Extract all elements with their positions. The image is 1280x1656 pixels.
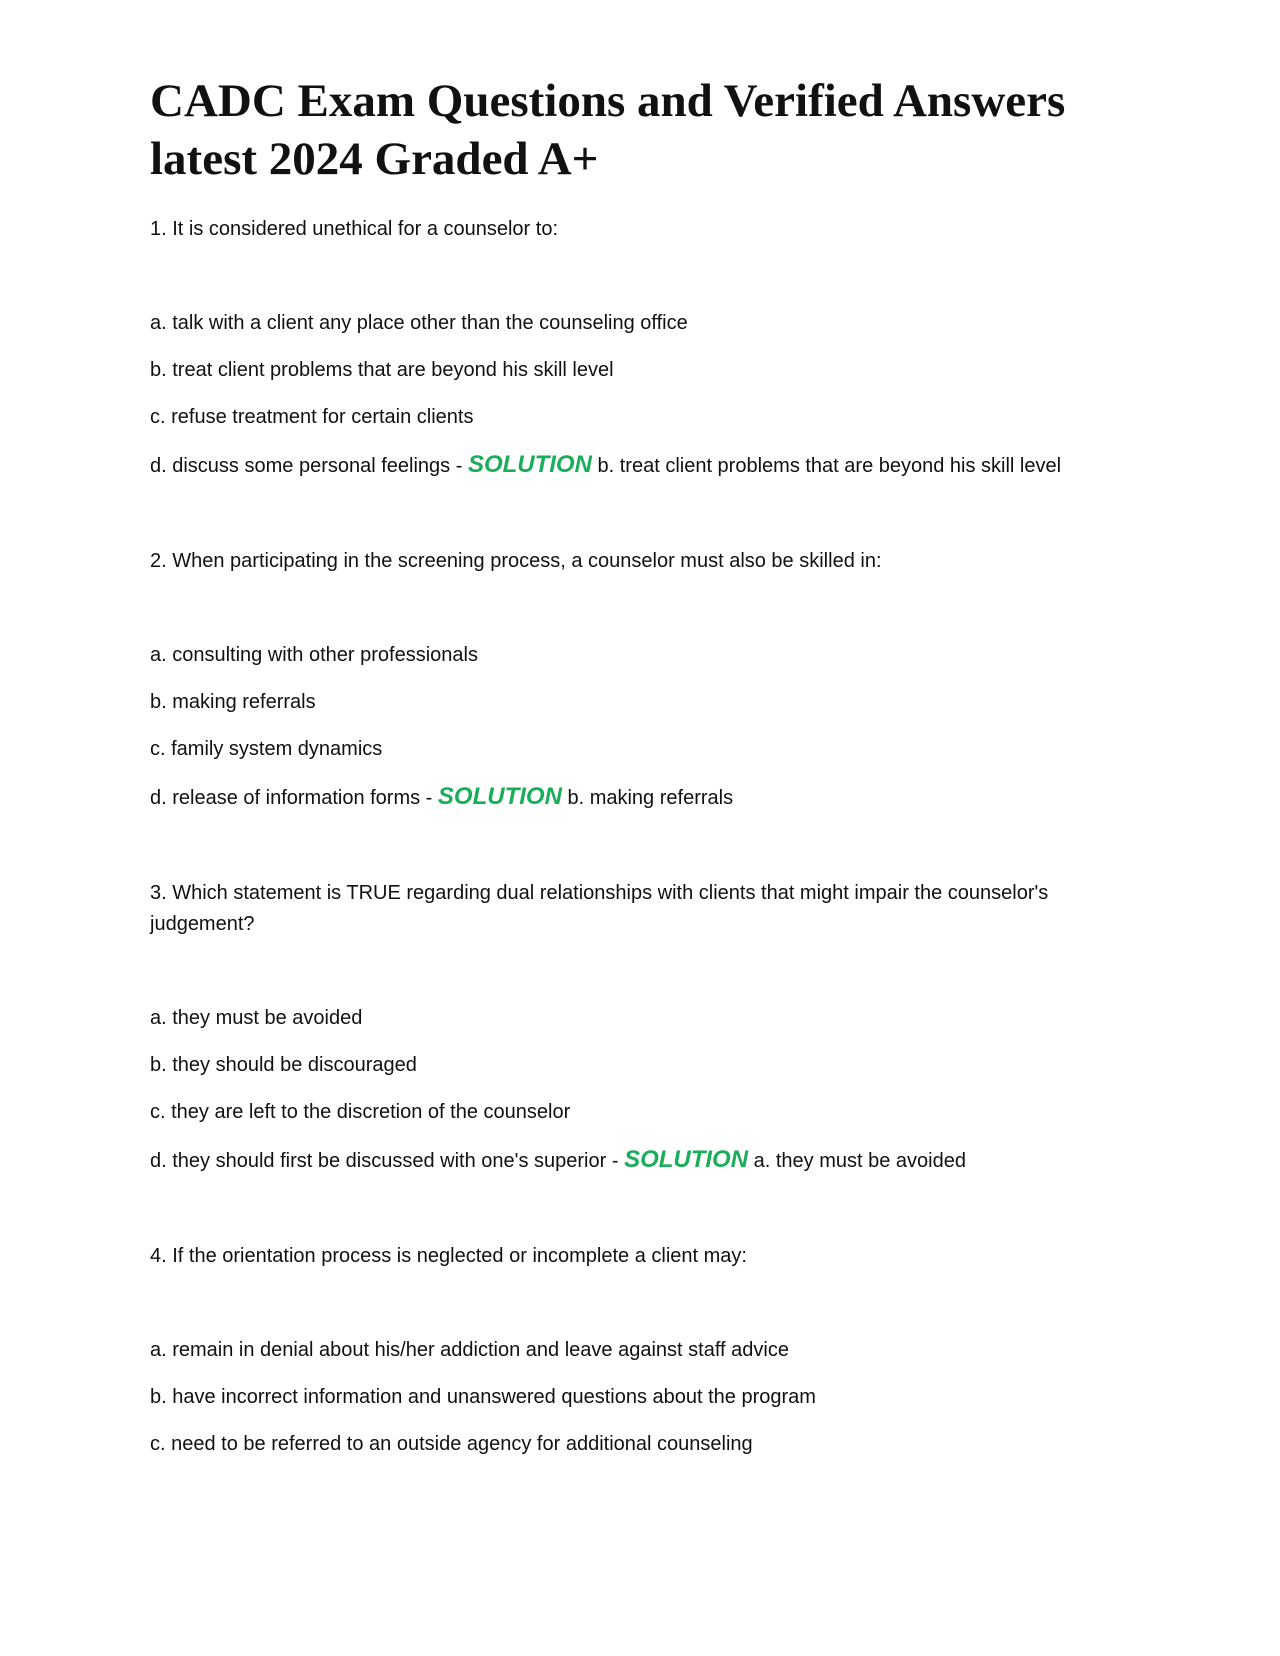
option-b: b. treat client problems that are beyond his skill level [150,359,614,381]
option-c: c. they are left to the discretion of the counselor [150,1101,571,1123]
question-stem: 2. When participating in the screening process, a counselor must also be skilled in: [150,550,882,572]
option-c: c. family system dynamics [150,738,383,760]
option-b: b. have incorrect information and unanswered questions about the program [150,1386,816,1408]
solution-label: SOLUTION [467,451,592,478]
solution-label: SOLUTION [624,1146,749,1173]
question-2 [150,546,1140,814]
question-3 [150,878,1140,1177]
option-d-with-solution [150,449,1140,482]
option-b: b. they should be discouraged [150,1054,417,1076]
solution-answer: b. making referrals [567,787,734,809]
question-stem: 3. Which statement is TRUE regarding dual relationships with clients that might impair the counselor's judgement? [150,882,1049,935]
option-d-with-solution [150,781,1140,814]
option-a: a. they must be avoided [150,1007,363,1029]
option-a: a. consulting with other professionals [150,644,478,666]
solution-answer: b. treat client problems that are beyond his skill level [597,455,1062,477]
option-c: c. refuse treatment for certain clients [150,406,474,428]
solution-label: SOLUTION [437,783,562,810]
option-a: a. remain in denial about his/her addiction and leave against staff advice [150,1339,789,1361]
option-d: d. release of information forms - [150,787,433,809]
option-d-with-solution [150,1144,1140,1177]
question-stem: 1. It is considered unethical for a counselor to: [150,218,559,240]
option-a: a. talk with a client any place other than the counseling office [150,312,688,334]
option-b: b. making referrals [150,691,316,713]
document-page [150,72,1140,1476]
option-d: d. discuss some personal feelings - [150,455,463,477]
question-stem: 4. If the orientation process is neglected or incomplete a client may: [150,1245,747,1267]
solution-answer: a. they must be avoided [753,1150,966,1172]
question-4 [150,1241,1140,1460]
option-d: d. they should first be discussed with one's superior - [150,1150,619,1172]
option-c: c. need to be referred to an outside agency for additional counseling [150,1433,753,1455]
document-title: CADC Exam Questions and Verified Answers latest 2024 Graded A+ [150,75,1066,185]
question-1 [150,214,1140,482]
